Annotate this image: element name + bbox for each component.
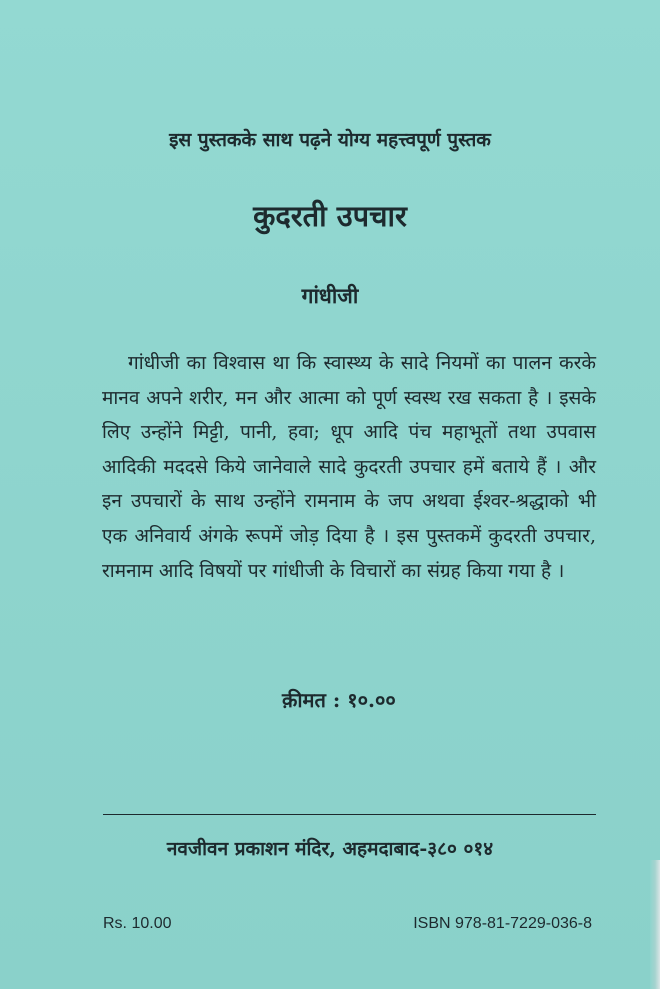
- author-name: गांधीजी: [301, 283, 359, 308]
- price-rupees: Rs. 10.00: [103, 915, 172, 932]
- cover-edge: [650, 860, 660, 989]
- book-description: गांधीजी का विश्वास था कि स्वास्थ्य के सादे नियमों का पालन करके मानव अपने शरीर, मन और आत्मा को पूर्ण स्वस्थ रख सकता है । इसके लिए उन्होंने मिट्टी, पानी, हवा; धूप आदि पंच महाभूतों तथा उपवास आदिकी मददसे किये जानेवाले सादे कुदरती उपचार हमें बताये हैं । और इन उपचारों के साथ उन्होंने रामनाम के जप अथवा ईश्वर-श्रद्धाको भी एक अनिवार्य अंगके रूपमें जोड़ दिया है । इस पुस्तकमें कुदरती उपचार, रामनाम आदि विषयों पर गांधीजी के विचारों का संग्रह किया गया है ।: [102, 352, 596, 582]
- isbn-number: ISBN 978-81-7229-036-8: [413, 915, 592, 932]
- publisher-line: नवजीवन प्रकाशन मंदिर, अहमदाबाद-३८० ०१४: [166, 838, 494, 860]
- recommendation-line: इस पुस्तकके साथ पढ़ने योग्य महत्त्वपूर्ण पुस्तक: [169, 129, 491, 151]
- book-title: कुदरती उपचार: [253, 199, 407, 233]
- divider-rule: [103, 814, 596, 815]
- price-hindi: क़ीमत : १०.००: [282, 688, 396, 712]
